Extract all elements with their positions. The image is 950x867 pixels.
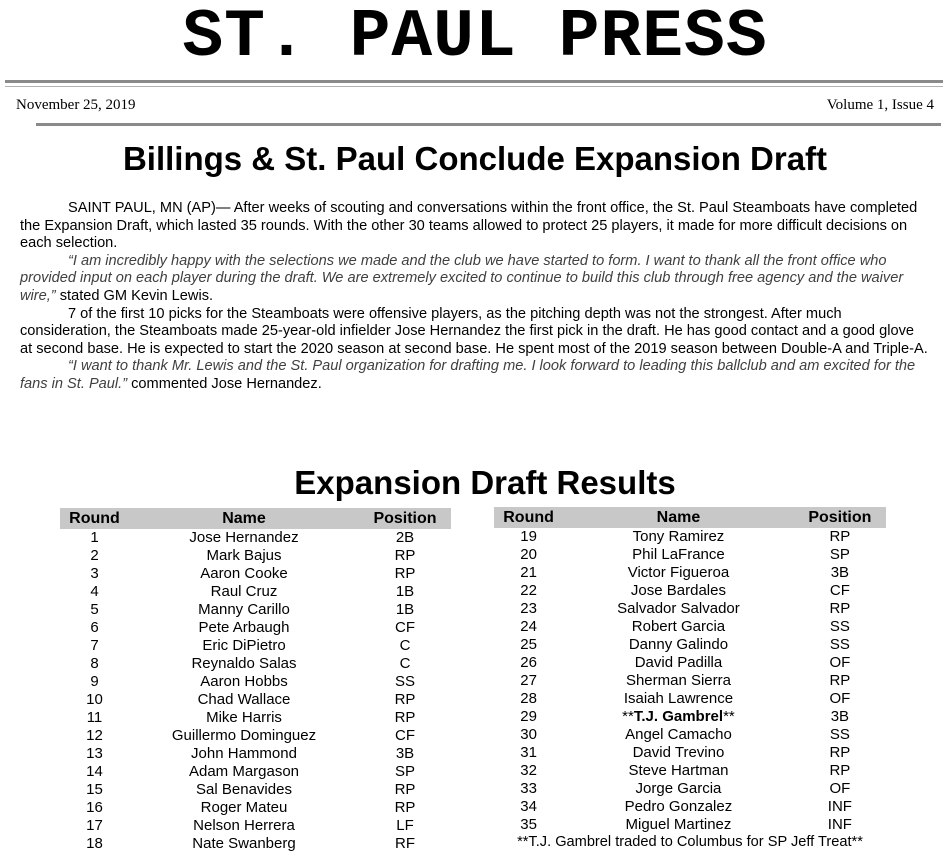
table-row bbox=[60, 709, 451, 727]
round-cell: 2 bbox=[90, 547, 99, 564]
name-cell: Angel Camacho bbox=[625, 726, 732, 743]
position-cell: SS bbox=[394, 673, 415, 690]
round-cell: 33 bbox=[520, 780, 537, 797]
quote-attribution: stated GM Kevin Lewis. bbox=[55, 287, 214, 304]
round-cell: 10 bbox=[86, 691, 103, 708]
name-cell: Jose Bardales bbox=[630, 582, 726, 599]
article-paragraph: 7 of the first 10 picks for the Steamboats were offensive players, as the pitching depth was not the strongest. After much consideration, the Steamboats made 25-year-old infielder Jose Hernandez the first pick in the draft. He has good contact and a good glove at second base. He is expected to start the 2020 season at second base. He spent most of the 2019 season between Double-A and Triple-A. bbox=[20, 305, 928, 357]
position-cell: LF bbox=[396, 817, 414, 834]
position-cell: SP bbox=[829, 546, 850, 563]
table-row bbox=[494, 744, 886, 762]
table-row bbox=[60, 547, 451, 565]
issue-volume: Volume 1, Issue 4 bbox=[826, 97, 934, 113]
round-cell: 22 bbox=[520, 582, 537, 599]
position-cell: RP bbox=[829, 672, 851, 689]
table-row bbox=[494, 528, 886, 546]
name-cell: Raul Cruz bbox=[210, 583, 278, 600]
table-row bbox=[60, 655, 451, 673]
name-cell: Eric DiPietro bbox=[202, 637, 286, 654]
round-cell: 6 bbox=[90, 619, 99, 636]
name-cell: Pedro Gonzalez bbox=[624, 798, 733, 815]
table-row bbox=[60, 727, 451, 745]
round-cell: 23 bbox=[520, 600, 537, 617]
article-paragraph bbox=[20, 253, 930, 306]
table-row bbox=[494, 618, 886, 636]
name-cell: Victor Figueroa bbox=[627, 564, 730, 581]
quote-text: “I am incredibly happy with the selections we made and the club we have started to form. I want to thank all the front office who provided input on each player during the draft. We are extremely excited to continue to build this club through free agency and the waiver wire,” bbox=[20, 252, 904, 304]
table-row bbox=[60, 565, 451, 583]
position-cell: SS bbox=[829, 726, 850, 743]
round-cell: 15 bbox=[86, 781, 103, 798]
table-row bbox=[494, 780, 886, 798]
position-cell: C bbox=[399, 637, 411, 654]
position-cell: INF bbox=[827, 816, 852, 833]
position-cell: RP bbox=[394, 547, 416, 564]
table-row bbox=[60, 817, 451, 835]
round-cell: 25 bbox=[520, 636, 537, 653]
name-cell: Jorge Garcia bbox=[635, 780, 722, 797]
masthead: ST. PAUL PRESS bbox=[182, 0, 768, 76]
table-row bbox=[60, 691, 451, 709]
table-row bbox=[494, 654, 886, 672]
name-cell: Tony Ramirez bbox=[632, 528, 725, 545]
trade-footnote: **T.J. Gambrel traded to Columbus for SP Jeff Treat** bbox=[517, 834, 863, 850]
table-row bbox=[60, 835, 451, 853]
round-cell: 34 bbox=[520, 798, 537, 815]
name-text: T.J. Gambrel bbox=[633, 708, 724, 725]
results-title: Expansion Draft Results bbox=[294, 464, 676, 501]
header-name: Name bbox=[563, 507, 794, 528]
round-cell: 5 bbox=[90, 601, 99, 618]
round-cell: 28 bbox=[520, 690, 537, 707]
article-body bbox=[20, 200, 930, 394]
name-cell: Roger Mateu bbox=[200, 799, 288, 816]
name-cell: Nelson Herrera bbox=[193, 817, 295, 834]
masthead-rule-thin bbox=[5, 86, 943, 87]
name-cell: Phil LaFrance bbox=[632, 546, 725, 563]
round-cell: 21 bbox=[520, 564, 537, 581]
round-cell: 24 bbox=[520, 618, 537, 635]
header-round: Round bbox=[494, 507, 563, 528]
header-round: Round bbox=[60, 508, 129, 529]
name-cell: Mike Harris bbox=[206, 709, 282, 726]
round-cell: 13 bbox=[86, 745, 103, 762]
draft-table-left bbox=[60, 508, 451, 853]
position-cell: 1B bbox=[395, 583, 415, 600]
name-marker: ** bbox=[723, 708, 735, 725]
issue-date: November 25, 2019 bbox=[16, 97, 136, 113]
name-cell: Chad Wallace bbox=[197, 691, 291, 708]
table-row bbox=[494, 798, 886, 816]
name-cell: Salvador Salvador bbox=[617, 600, 740, 617]
round-cell: 12 bbox=[86, 727, 103, 744]
name-cell: Adam Margason bbox=[188, 763, 300, 780]
table-row bbox=[494, 690, 886, 708]
position-cell: SS bbox=[829, 636, 850, 653]
position-cell: SS bbox=[829, 618, 850, 635]
name-cell: Steve Hartman bbox=[628, 762, 729, 779]
table-row bbox=[494, 636, 886, 654]
table-row bbox=[494, 564, 886, 582]
position-cell: RP bbox=[829, 600, 851, 617]
name-cell: Guillermo Dominguez bbox=[171, 727, 317, 744]
header-position: Position bbox=[359, 508, 451, 529]
round-cell: 31 bbox=[520, 744, 537, 761]
position-cell: RP bbox=[829, 528, 851, 545]
position-cell: 3B bbox=[830, 564, 850, 581]
issue-rule bbox=[36, 123, 941, 126]
name-cell: David Padilla bbox=[634, 654, 723, 671]
round-cell: 4 bbox=[90, 583, 99, 600]
quote-attribution: commented Jose Hernandez. bbox=[127, 375, 322, 392]
position-cell: 2B bbox=[395, 529, 415, 546]
header-name: Name bbox=[129, 508, 359, 529]
header-position: Position bbox=[794, 507, 886, 528]
table-row bbox=[494, 672, 886, 690]
name-marker: ** bbox=[622, 708, 634, 725]
round-cell: 19 bbox=[520, 528, 537, 545]
table-row bbox=[60, 583, 451, 601]
round-cell: 8 bbox=[90, 655, 99, 672]
name-cell: Aaron Hobbs bbox=[200, 673, 288, 690]
name-cell: Jose Hernandez bbox=[189, 529, 299, 546]
article-paragraph: SAINT PAUL, MN (AP)— After weeks of scouting and conversations within the front office, the St. Paul Steamboats have completed the Expansion Draft, which lasted 35 rounds. With the other 30 teams allowed to protect 25 players, it made for more difficult decisions on each selection. bbox=[20, 200, 918, 252]
table-row bbox=[60, 619, 451, 637]
name-cell: Reynaldo Salas bbox=[191, 655, 297, 672]
table-row bbox=[494, 546, 886, 564]
round-cell: 20 bbox=[520, 546, 537, 563]
position-cell: OF bbox=[829, 690, 851, 707]
table-row bbox=[60, 529, 451, 547]
position-cell: 3B bbox=[830, 708, 850, 725]
name-cell: Nate Swanberg bbox=[192, 835, 296, 852]
round-cell: 3 bbox=[90, 565, 99, 582]
position-cell: RP bbox=[394, 565, 416, 582]
position-cell: CF bbox=[395, 727, 415, 744]
table-row bbox=[494, 816, 886, 834]
table-row bbox=[60, 763, 451, 781]
round-cell: 1 bbox=[90, 529, 99, 546]
name-cell: Pete Arbaugh bbox=[198, 619, 290, 636]
position-cell: RP bbox=[829, 762, 851, 779]
table-row bbox=[60, 799, 451, 817]
table-row bbox=[494, 600, 886, 618]
table-header-row bbox=[494, 507, 886, 528]
name-cell: Aaron Cooke bbox=[200, 565, 288, 582]
table-row bbox=[60, 673, 451, 691]
table-row bbox=[494, 726, 886, 744]
round-cell: 32 bbox=[520, 762, 537, 779]
position-cell: SP bbox=[394, 763, 415, 780]
round-cell: 29 bbox=[520, 708, 537, 725]
position-cell: RP bbox=[394, 709, 416, 726]
round-cell: 35 bbox=[520, 816, 537, 833]
name-cell: John Hammond bbox=[191, 745, 297, 762]
position-cell: RP bbox=[394, 781, 416, 798]
name-cell: Manny Carillo bbox=[198, 601, 290, 618]
draft-table-right bbox=[494, 507, 886, 834]
position-cell: RP bbox=[829, 744, 851, 761]
name-cell: Sherman Sierra bbox=[625, 672, 731, 689]
round-cell: 7 bbox=[90, 637, 99, 654]
position-cell: RP bbox=[394, 691, 416, 708]
round-cell: 14 bbox=[86, 763, 103, 780]
round-cell: 17 bbox=[86, 817, 103, 834]
round-cell: 16 bbox=[86, 799, 103, 816]
table-row bbox=[60, 637, 451, 655]
position-cell: RP bbox=[394, 799, 416, 816]
name-cell: Mark Bajus bbox=[206, 547, 282, 564]
round-cell: 30 bbox=[520, 726, 537, 743]
quote-text: “I want to thank Mr. Lewis and the St. Paul organization for drafting me. I look forward to leading this ballclub and am excited for the fans in St. Paul.” bbox=[20, 358, 916, 392]
table-row bbox=[60, 601, 451, 619]
name-cell: Sal Benavides bbox=[196, 781, 292, 798]
position-cell: 3B bbox=[395, 745, 415, 762]
position-cell: C bbox=[399, 655, 411, 672]
round-cell: 26 bbox=[520, 654, 537, 671]
position-cell: RF bbox=[395, 835, 415, 852]
table-row bbox=[494, 582, 886, 600]
round-cell: 18 bbox=[86, 835, 103, 852]
name-cell: David Trevino bbox=[632, 744, 725, 761]
position-cell: CF bbox=[829, 582, 850, 599]
round-cell: 11 bbox=[86, 709, 103, 726]
headline: Billings & St. Paul Conclude Expansion Draft bbox=[122, 140, 828, 177]
round-cell: 27 bbox=[520, 672, 537, 689]
position-cell: 1B bbox=[395, 601, 415, 618]
position-cell: INF bbox=[827, 798, 852, 815]
name-cell: Miguel Martinez bbox=[625, 816, 732, 833]
article-paragraph bbox=[20, 358, 930, 393]
position-cell: CF bbox=[395, 619, 415, 636]
table-row bbox=[494, 708, 886, 726]
name-cell bbox=[563, 708, 794, 726]
position-cell: OF bbox=[829, 780, 851, 797]
round-cell: 9 bbox=[90, 673, 99, 690]
table-row bbox=[60, 781, 451, 799]
name-cell: Robert Garcia bbox=[631, 618, 726, 635]
name-cell: Isaiah Lawrence bbox=[623, 690, 734, 707]
table-header-row bbox=[60, 508, 451, 529]
position-cell: OF bbox=[829, 654, 851, 671]
masthead-rule bbox=[5, 80, 943, 83]
table-row bbox=[60, 745, 451, 763]
table-row bbox=[494, 762, 886, 780]
name-cell: Danny Galindo bbox=[628, 636, 729, 653]
